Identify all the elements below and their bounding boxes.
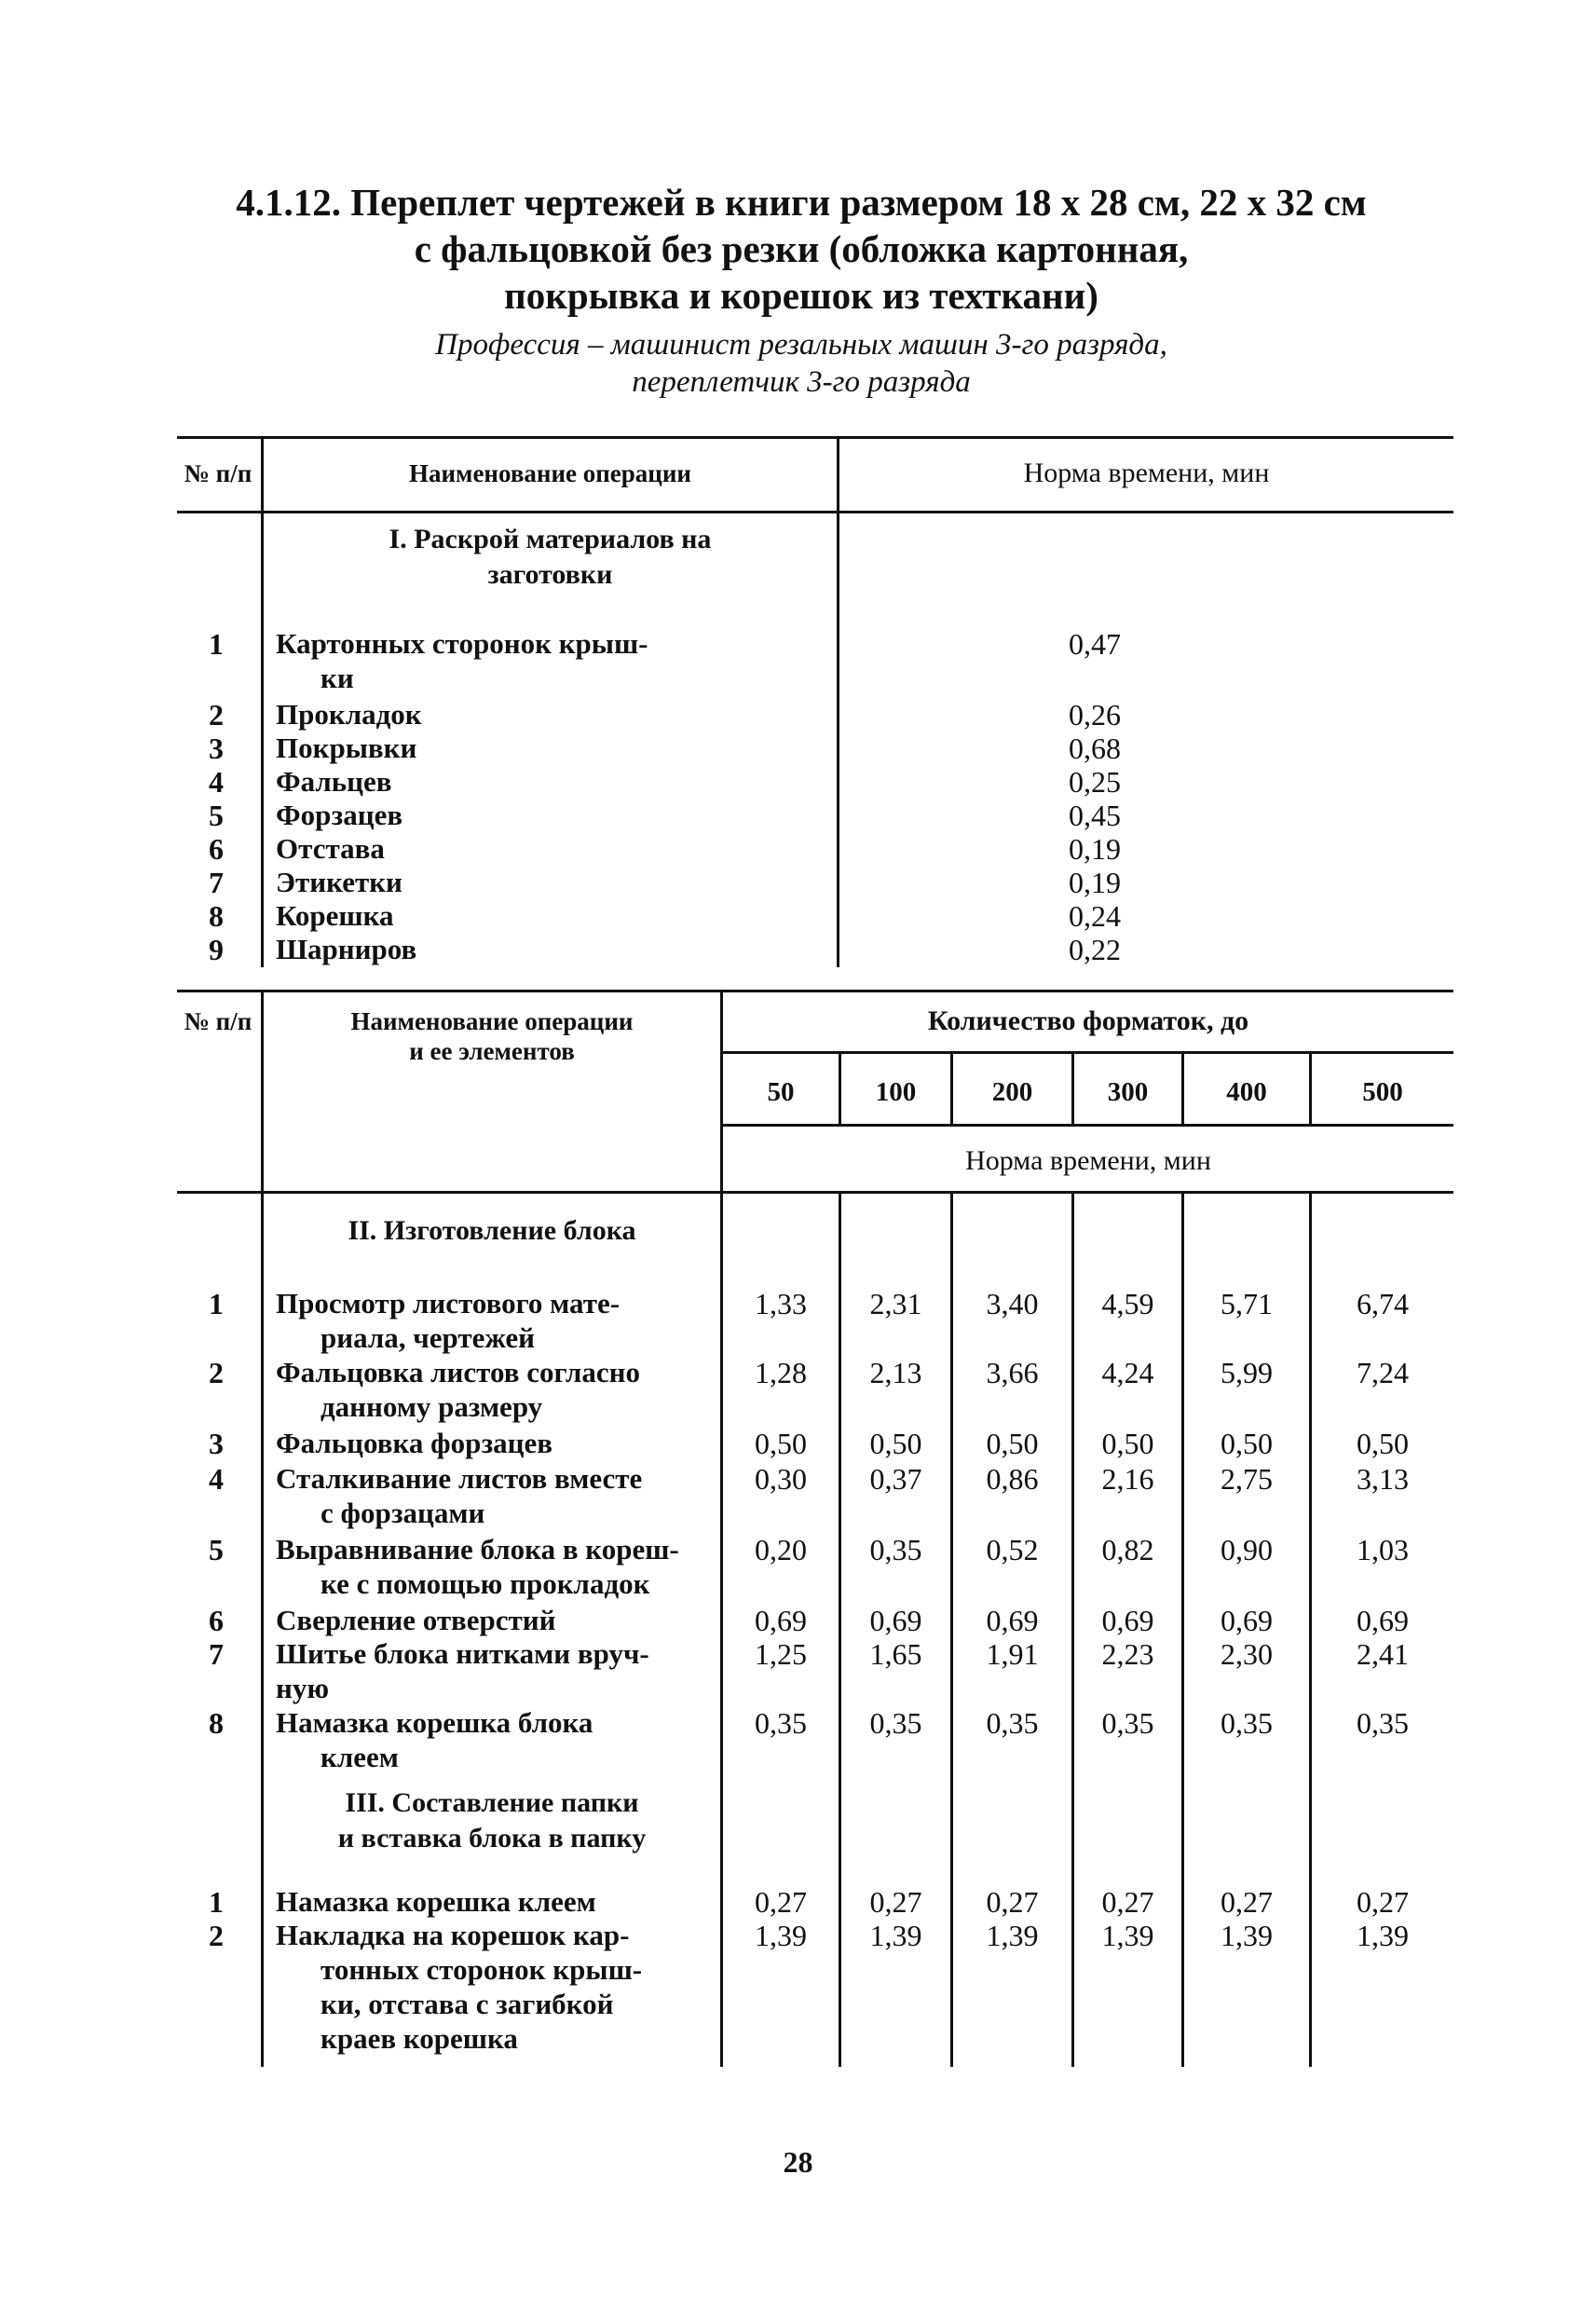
table1-header-name: Наименование операции (409, 459, 691, 487)
value-cell: 0,35 (1101, 1706, 1154, 1740)
operation-name (276, 1636, 649, 1705)
title-line-1: 4.1.12. Переплет чертежей в книги размером 18 х 28 см, 22 х 32 см (236, 181, 1367, 224)
format-header: 500 (1362, 1077, 1403, 1107)
value-cell: 0,50 (1101, 1427, 1154, 1460)
operation-name-line-2: ки (321, 662, 354, 694)
table2-header-rule (177, 1191, 1453, 1194)
row-number: 2 (209, 1919, 224, 1952)
value-cell: 0,50 (986, 1427, 1039, 1460)
operation-name-line-3: ки, отстава с загибкой (321, 1988, 614, 2020)
format-header: 300 (1107, 1077, 1149, 1107)
value-cell: 0,30 (755, 1462, 807, 1496)
value-cell: 1,39 (1101, 1919, 1154, 1952)
value-cell: 1,33 (755, 1287, 807, 1320)
norm-value: 0,47 (1069, 627, 1121, 661)
format-header: 50 (767, 1077, 795, 1107)
operation-name-line-2: ке с помощью прокладок (321, 1567, 650, 1600)
value-cell: 0,27 (1221, 1885, 1273, 1919)
operation-name: Этикетки (276, 866, 402, 898)
norm-value: 0,19 (1069, 832, 1121, 866)
value-cell: 0,69 (1101, 1604, 1154, 1637)
row-number: 1 (209, 1287, 224, 1320)
value-cell: 0,35 (986, 1706, 1039, 1740)
table1-col-divider-1 (261, 436, 264, 967)
operation-name (276, 1286, 620, 1355)
table2-format-rule (720, 1124, 1453, 1127)
operation-name-line-1: Сталкивание листов вместе (276, 1462, 643, 1495)
row-number: 6 (209, 832, 224, 866)
operation-name (276, 1532, 679, 1601)
value-cell: 1,91 (986, 1637, 1039, 1671)
value-cell: 1,39 (986, 1919, 1039, 1952)
operation-name-line-1: Выравнивание блока в кореш- (276, 1533, 679, 1566)
value-cell: 4,24 (1101, 1356, 1154, 1389)
value-cell: 0,27 (755, 1885, 807, 1919)
value-cell: 1,39 (1221, 1919, 1273, 1952)
page-number: 28 (783, 2145, 813, 2179)
value-cell: 0,82 (1101, 1533, 1154, 1566)
operation-name (276, 1918, 642, 2056)
value-cell: 3,40 (986, 1287, 1039, 1320)
profession-subtitle (177, 326, 1425, 401)
table1-header-num: № п/п (184, 459, 252, 487)
table1-top-rule (177, 436, 1453, 439)
value-cell: 0,69 (1221, 1604, 1273, 1637)
table1-header-norm: Норма времени, мин (1023, 458, 1270, 488)
value-cell: 3,66 (986, 1356, 1039, 1389)
operation-name: Прокладок (276, 698, 422, 731)
value-cell: 0,27 (1357, 1885, 1409, 1919)
value-cell: 2,16 (1101, 1462, 1154, 1496)
operation-name: Корешка (276, 899, 394, 932)
value-cell: 2,41 (1357, 1637, 1409, 1671)
value-cell: 2,23 (1101, 1637, 1154, 1671)
row-number: 2 (209, 1356, 224, 1389)
operation-name (276, 1705, 593, 1774)
value-cell: 0,35 (869, 1706, 922, 1740)
operation-name-line-2: риала, чертежей (321, 1321, 536, 1354)
value-cell: 0,52 (986, 1533, 1039, 1566)
header-name-line-1: Наименование операции (350, 1007, 634, 1035)
row-number: 4 (209, 765, 224, 799)
row-number: 6 (209, 1604, 224, 1637)
value-cell: 1,03 (1357, 1533, 1409, 1566)
row-number: 2 (209, 698, 224, 732)
table1-header-rule (177, 511, 1453, 513)
operation-name-line-2: данному размеру (321, 1390, 543, 1423)
operation-name-line-1: Просмотр листового мате- (276, 1287, 621, 1320)
table1-section-title (264, 522, 837, 593)
norm-value: 0,24 (1069, 899, 1121, 933)
operation-name-line-2: с форзацами (321, 1497, 485, 1529)
operation-name: Форзацев (276, 799, 403, 831)
operation-name-line-1: Картонных сторонок крыш- (276, 627, 648, 660)
operation-name-line-1: Накладка на корешок кар- (276, 1919, 630, 1951)
value-cell: 1,25 (755, 1637, 807, 1671)
operation-name-line-2: тонных сторонок крыш- (321, 1953, 643, 1986)
section-1-line-1: I. Раскрой материалов на (389, 524, 712, 554)
value-cell: 0,27 (986, 1885, 1039, 1919)
value-cell: 0,69 (869, 1604, 922, 1637)
table2-header-num: № п/п (184, 1007, 252, 1035)
value-cell: 0,50 (1357, 1427, 1409, 1460)
title-line-2: с фальцовкой без резки (обложка картонная, (414, 227, 1189, 270)
operation-name: Отстава (276, 832, 385, 865)
value-cell: 5,99 (1221, 1356, 1273, 1389)
row-number: 7 (209, 866, 224, 899)
header-name-line-2: и ее элементов (409, 1037, 575, 1065)
value-cell: 0,27 (1101, 1885, 1154, 1919)
norm-value: 0,19 (1069, 866, 1121, 899)
value-cell: 0,35 (869, 1533, 922, 1566)
value-cell: 0,27 (869, 1885, 922, 1919)
table2-header-name (264, 1006, 720, 1066)
operation-name: Намазка корешка клеем (276, 1885, 596, 1918)
value-cell: 0,86 (986, 1462, 1039, 1496)
operation-name (276, 1355, 640, 1424)
row-number: 7 (209, 1637, 224, 1671)
value-cell: 6,74 (1357, 1287, 1409, 1320)
row-number: 4 (209, 1462, 224, 1496)
row-number: 9 (209, 933, 224, 966)
format-header: 400 (1226, 1077, 1267, 1107)
value-cell: 0,35 (755, 1706, 807, 1740)
value-cell: 1,28 (755, 1356, 807, 1389)
format-header: 200 (991, 1077, 1033, 1107)
operation-name-line-2: ную (276, 1672, 330, 1704)
section-3-line-2: и вставка блока в папку (337, 1823, 647, 1853)
value-cell: 0,50 (869, 1427, 922, 1460)
value-cell: 0,50 (755, 1427, 807, 1460)
operation-name-line-2: клеем (321, 1741, 399, 1773)
value-cell: 1,39 (869, 1919, 922, 1952)
value-cell: 0,69 (755, 1604, 807, 1637)
operation-name: Фальцев (276, 765, 392, 798)
row-number: 1 (209, 1885, 224, 1919)
row-number: 5 (209, 799, 224, 832)
norm-value: 0,68 (1069, 732, 1121, 765)
value-cell: 0,37 (869, 1462, 922, 1496)
subtitle-line-1: Профессия – машинист резальных машин 3-го разряда, (435, 328, 1167, 362)
row-number: 1 (209, 627, 224, 661)
section-2-title: II. Изготовление блока (348, 1215, 636, 1246)
row-number: 5 (209, 1533, 224, 1566)
operation-name: Сверление отверстий (276, 1604, 556, 1636)
operation-name-line-1: Шитье блока нитками вруч- (276, 1637, 649, 1670)
row-number: 3 (209, 732, 224, 765)
format-header: 100 (875, 1077, 917, 1107)
operation-name: Шарниров (276, 933, 417, 965)
table2-header-norm: Норма времени, мин (965, 1145, 1211, 1176)
value-cell: 0,69 (1357, 1604, 1409, 1637)
value-cell: 0,50 (1221, 1427, 1273, 1460)
value-cell: 1,65 (869, 1637, 922, 1671)
value-cell: 7,24 (1357, 1356, 1409, 1389)
operation-name (276, 626, 648, 695)
table2-header-qty: Количество форматок, до (927, 1005, 1249, 1036)
value-cell: 1,39 (1357, 1919, 1409, 1952)
row-number: 3 (209, 1427, 224, 1460)
operation-name: Покрывки (276, 732, 417, 764)
document-title (177, 179, 1425, 319)
value-cell: 5,71 (1221, 1287, 1273, 1320)
row-number: 8 (209, 899, 224, 933)
operation-name-line-1: Фальцовка листов согласно (276, 1356, 640, 1388)
operation-name (276, 1461, 642, 1530)
value-cell: 0,69 (986, 1604, 1039, 1637)
operation-name-line-4: краев корешка (321, 2022, 518, 2055)
value-cell: 0,35 (1221, 1706, 1273, 1740)
value-cell: 2,75 (1221, 1462, 1273, 1496)
operation-name: Фальцовка форзацев (276, 1427, 553, 1459)
section-3-line-1: III. Составление папки (345, 1787, 639, 1818)
value-cell: 3,13 (1357, 1462, 1409, 1496)
value-cell: 4,59 (1101, 1287, 1154, 1320)
norm-value: 0,26 (1069, 698, 1121, 732)
operation-name-line-1: Намазка корешка блока (276, 1706, 593, 1739)
row-number: 8 (209, 1706, 224, 1740)
table2-qty-rule (720, 1051, 1453, 1054)
norm-value: 0,25 (1069, 765, 1121, 799)
table2-col-divider-num (261, 990, 264, 2067)
title-line-3: покрывка и корешок из техткани) (504, 274, 1098, 317)
section-3-title (264, 1785, 720, 1856)
value-cell: 0,90 (1221, 1533, 1273, 1566)
value-cell: 2,31 (869, 1287, 922, 1320)
norm-value: 0,45 (1069, 799, 1121, 832)
section-1-line-2: заготовки (487, 559, 613, 590)
value-cell: 2,30 (1221, 1637, 1273, 1671)
subtitle-line-2: переплетчик 3-го разряда (632, 365, 971, 399)
value-cell: 1,39 (755, 1919, 807, 1952)
value-cell: 0,20 (755, 1533, 807, 1566)
value-cell: 2,13 (869, 1356, 922, 1389)
value-cell: 0,35 (1357, 1706, 1409, 1740)
table2-top-rule (177, 990, 1453, 992)
table1-col-divider-2 (837, 436, 839, 967)
norm-value: 0,22 (1069, 933, 1121, 966)
